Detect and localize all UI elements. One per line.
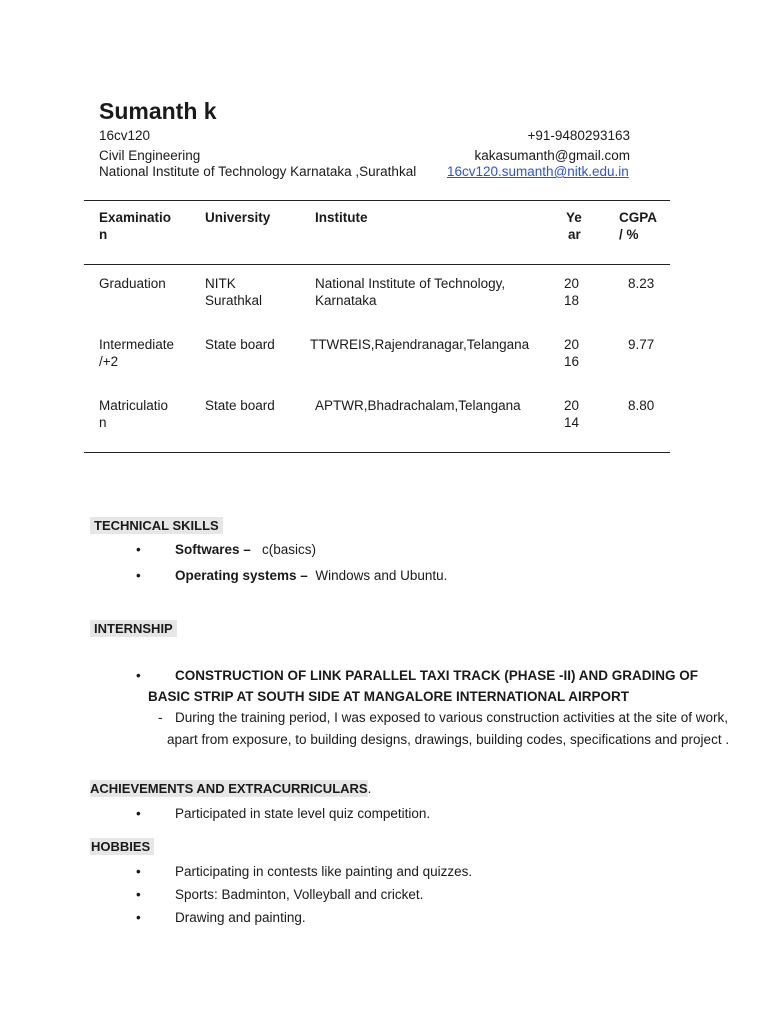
section-achievements: ACHIEVEMENTS AND EXTRACURRICULARS. xyxy=(90,781,372,796)
cell-university: State board xyxy=(205,398,275,413)
bullet-icon: • xyxy=(136,668,141,683)
header-institute: Institute xyxy=(315,210,368,225)
cell-year: 20 16 xyxy=(564,337,580,369)
section-title-technical-skills: TECHNICAL SKILLS xyxy=(90,517,223,534)
section-title-internship: INTERNSHIP xyxy=(90,620,177,637)
hobby-item: Drawing and painting. xyxy=(175,910,306,925)
hobby-item: Sports: Badminton, Volleyball and cricket. xyxy=(175,887,424,902)
cell-exam: Graduation xyxy=(99,276,166,291)
skill-item: Softwares – c(basics) xyxy=(175,542,317,557)
internship-heading-line1: CONSTRUCTION OF LINK PARALLEL TAXI TRACK (PHASE -II) AND GRADING OF xyxy=(175,668,698,683)
cell-university: NITK Surathkal xyxy=(205,276,263,308)
roll-number: 16cv120 xyxy=(99,128,151,143)
bullet-icon: • xyxy=(136,568,141,583)
bullet-icon: • xyxy=(136,887,141,902)
internship-desc-line2: apart from exposure, to building designs, drawings, building codes, specifications and project . xyxy=(167,732,730,747)
personal-email: kakasumanth@gmail.com xyxy=(474,148,630,163)
cell-score: 9.77 xyxy=(628,337,655,352)
internship-desc-line1: During the training period, I was exposed to various construction activities at the site of work, xyxy=(175,710,729,725)
achievement-item: Participated in state level quiz competition. xyxy=(175,806,431,821)
section-title-achievements: ACHIEVEMENTS AND EXTRACURRICULARS xyxy=(90,781,368,796)
dash-marker: - xyxy=(158,710,163,725)
cell-exam: Matriculatio n xyxy=(99,398,169,430)
institute-email-link[interactable]: 16cv120.sumanth@nitk.edu.in xyxy=(447,164,629,179)
cell-institute: APTWR,Bhadrachalam,Telangana xyxy=(315,398,521,413)
institute-name: National Institute of Technology Karnataka ,Surathkal xyxy=(99,164,417,179)
bullet-icon: • xyxy=(136,910,141,925)
skill-item: Operating systems – Windows and Ubuntu. xyxy=(175,568,448,583)
table-header-rule xyxy=(84,264,670,265)
cell-score: 8.80 xyxy=(628,398,655,413)
cell-score: 8.23 xyxy=(628,276,655,291)
cell-year: 20 18 xyxy=(564,276,580,308)
table-top-rule xyxy=(84,200,670,201)
phone-number: +91-9480293163 xyxy=(527,128,630,143)
cell-year: 20 14 xyxy=(564,398,580,430)
bullet-icon: • xyxy=(136,864,141,879)
section-title-hobbies: HOBBIES xyxy=(90,838,154,855)
header-cgpa: CGPA / % xyxy=(619,210,658,242)
table-bottom-rule xyxy=(84,452,670,453)
bullet-icon: • xyxy=(136,542,141,557)
header-university: University xyxy=(205,210,271,225)
candidate-name: Sumanth k xyxy=(99,98,217,124)
header-examination: Examinatio n xyxy=(99,210,172,242)
internship-heading-line2: BASIC STRIP AT SOUTH SIDE AT MANGALORE INTERNATIONAL AIRPORT xyxy=(148,689,630,704)
cell-exam: Intermediate /+2 xyxy=(99,337,175,369)
header-year: Ye ar xyxy=(566,210,582,242)
cell-institute: National Institute of Technology, Karnataka xyxy=(315,276,506,308)
hobby-item: Participating in contests like painting and quizzes. xyxy=(175,864,473,879)
cell-university: State board xyxy=(205,337,275,352)
cell-institute: TTWREIS,Rajendranagar,Telangana xyxy=(310,337,530,352)
bullet-icon: • xyxy=(136,806,141,821)
department: Civil Engineering xyxy=(99,148,201,163)
